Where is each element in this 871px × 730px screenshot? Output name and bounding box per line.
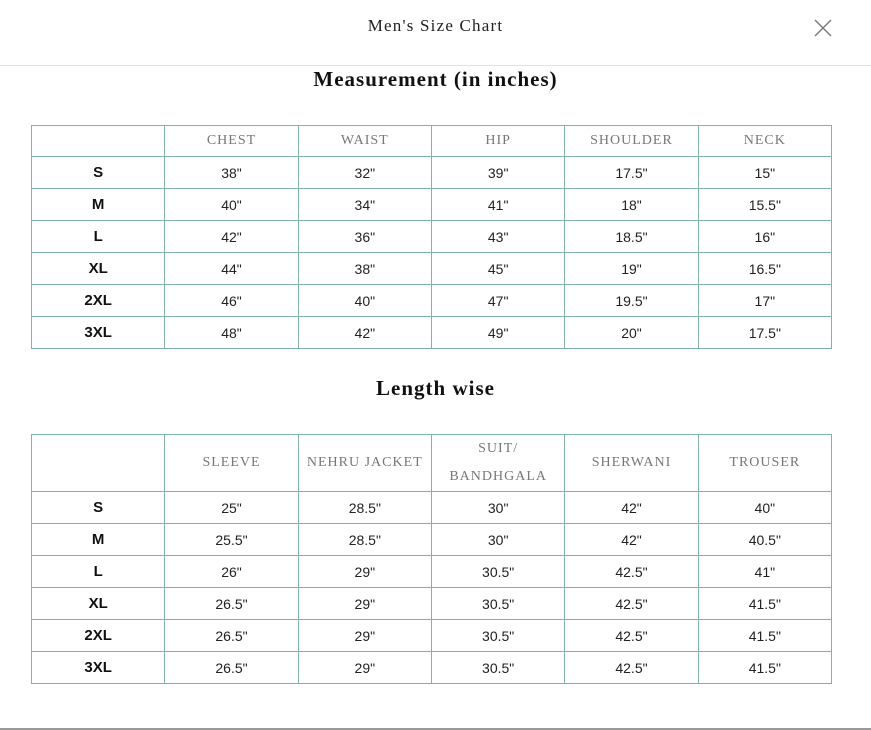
- table-row: [32, 221, 832, 253]
- measurement-value: 30": [431, 492, 564, 524]
- close-icon[interactable]: [813, 18, 833, 38]
- size-label: S: [32, 492, 165, 524]
- measurement-value: 42.5": [565, 620, 698, 652]
- measurement-value: 26.5": [165, 652, 298, 684]
- table-row: [32, 524, 832, 556]
- measurement-value: 30.5": [431, 652, 564, 684]
- column-header: CHEST: [165, 126, 298, 157]
- measurement-value: 42": [298, 317, 431, 349]
- table-row: [32, 317, 832, 349]
- measurement-value: 18": [565, 189, 698, 221]
- measurement-value: 25.5": [165, 524, 298, 556]
- measurement-value: 15": [698, 157, 831, 189]
- column-header: NECK: [698, 126, 831, 157]
- size-label: 3XL: [32, 652, 165, 684]
- size-label: M: [32, 524, 165, 556]
- table-row: [32, 157, 832, 189]
- measurement-value: 28.5": [298, 492, 431, 524]
- size-label: S: [32, 157, 165, 189]
- measurement-value: 40.5": [698, 524, 831, 556]
- column-header: SUIT/ BANDHGALA: [431, 435, 564, 492]
- measurement-value: 30": [431, 524, 564, 556]
- length-table: [31, 434, 832, 684]
- column-header: WAIST: [298, 126, 431, 157]
- measurement-value: 41.5": [698, 652, 831, 684]
- table-row: [32, 652, 832, 684]
- modal-title: Men's Size Chart: [367, 16, 504, 35]
- measurement-value: 48": [165, 317, 298, 349]
- length-title: Length wise: [376, 376, 495, 400]
- column-header: SLEEVE: [165, 435, 298, 492]
- table-row: [32, 492, 832, 524]
- measurement-value: 30.5": [431, 556, 564, 588]
- measurement-table: [31, 125, 832, 349]
- measurement-value: 16.5": [698, 253, 831, 285]
- measurement-value: 41.5": [698, 588, 831, 620]
- size-label: L: [32, 556, 165, 588]
- measurement-value: 30.5": [431, 620, 564, 652]
- measurement-value: 18.5": [565, 221, 698, 253]
- measurement-value: 41.5": [698, 620, 831, 652]
- measurement-value: 19": [565, 253, 698, 285]
- table-row: [32, 588, 832, 620]
- measurement-value: 40": [298, 285, 431, 317]
- close-button[interactable]: [813, 18, 833, 38]
- measurement-value: 36": [298, 221, 431, 253]
- column-header: NEHRU JACKET: [298, 435, 431, 492]
- measurement-value: 42": [565, 524, 698, 556]
- measurement-value: 15.5": [698, 189, 831, 221]
- size-label: L: [32, 221, 165, 253]
- header-row: [32, 126, 832, 157]
- measurement-value: 43": [431, 221, 564, 253]
- measurement-value: 49": [431, 317, 564, 349]
- measurement-value: 29": [298, 588, 431, 620]
- corner-cell: [32, 126, 165, 157]
- measurement-value: 17.5": [565, 157, 698, 189]
- measurement-value: 46": [165, 285, 298, 317]
- corner-cell: [32, 435, 165, 492]
- measurement-value: 38": [298, 253, 431, 285]
- measurement-value: 29": [298, 556, 431, 588]
- measurement-value: 42.5": [565, 556, 698, 588]
- header-row: [32, 435, 832, 492]
- column-header: SHOULDER: [565, 126, 698, 157]
- table-row: [32, 285, 832, 317]
- measurement-value: 40": [698, 492, 831, 524]
- size-label: 2XL: [32, 620, 165, 652]
- measurement-value: 17": [698, 285, 831, 317]
- column-header: SHERWANI: [565, 435, 698, 492]
- size-label: 3XL: [32, 317, 165, 349]
- measurement-value: 42.5": [565, 652, 698, 684]
- measurement-value: 20": [565, 317, 698, 349]
- measurement-value: 19.5": [565, 285, 698, 317]
- measurement-value: 34": [298, 189, 431, 221]
- measurement-value: 26.5": [165, 620, 298, 652]
- measurement-value: 28.5": [298, 524, 431, 556]
- measurement-value: 42.5": [565, 588, 698, 620]
- measurement-value: 47": [431, 285, 564, 317]
- measurement-value: 25": [165, 492, 298, 524]
- measurement-title: Measurement (in inches): [313, 67, 558, 91]
- size-label: XL: [32, 253, 165, 285]
- measurement-value: 41": [698, 556, 831, 588]
- table-row: [32, 253, 832, 285]
- column-header: TROUSER: [698, 435, 831, 492]
- measurement-value: 32": [298, 157, 431, 189]
- measurement-value: 29": [298, 620, 431, 652]
- table-row: [32, 620, 832, 652]
- measurement-value: 39": [431, 157, 564, 189]
- measurement-value: 42": [165, 221, 298, 253]
- measurement-value: 44": [165, 253, 298, 285]
- measurement-value: 42": [565, 492, 698, 524]
- measurement-value: 29": [298, 652, 431, 684]
- measurement-value: 17.5": [698, 317, 831, 349]
- header-divider: [0, 65, 871, 66]
- size-label: M: [32, 189, 165, 221]
- table-row: [32, 189, 832, 221]
- size-label: 2XL: [32, 285, 165, 317]
- measurement-value: 38": [165, 157, 298, 189]
- measurement-value: 45": [431, 253, 564, 285]
- measurement-value: 30.5": [431, 588, 564, 620]
- measurement-value: 26.5": [165, 588, 298, 620]
- measurement-value: 16": [698, 221, 831, 253]
- measurement-value: 41": [431, 189, 564, 221]
- size-label: XL: [32, 588, 165, 620]
- measurement-value: 26": [165, 556, 298, 588]
- measurement-value: 40": [165, 189, 298, 221]
- table-row: [32, 556, 832, 588]
- column-header: HIP: [431, 126, 564, 157]
